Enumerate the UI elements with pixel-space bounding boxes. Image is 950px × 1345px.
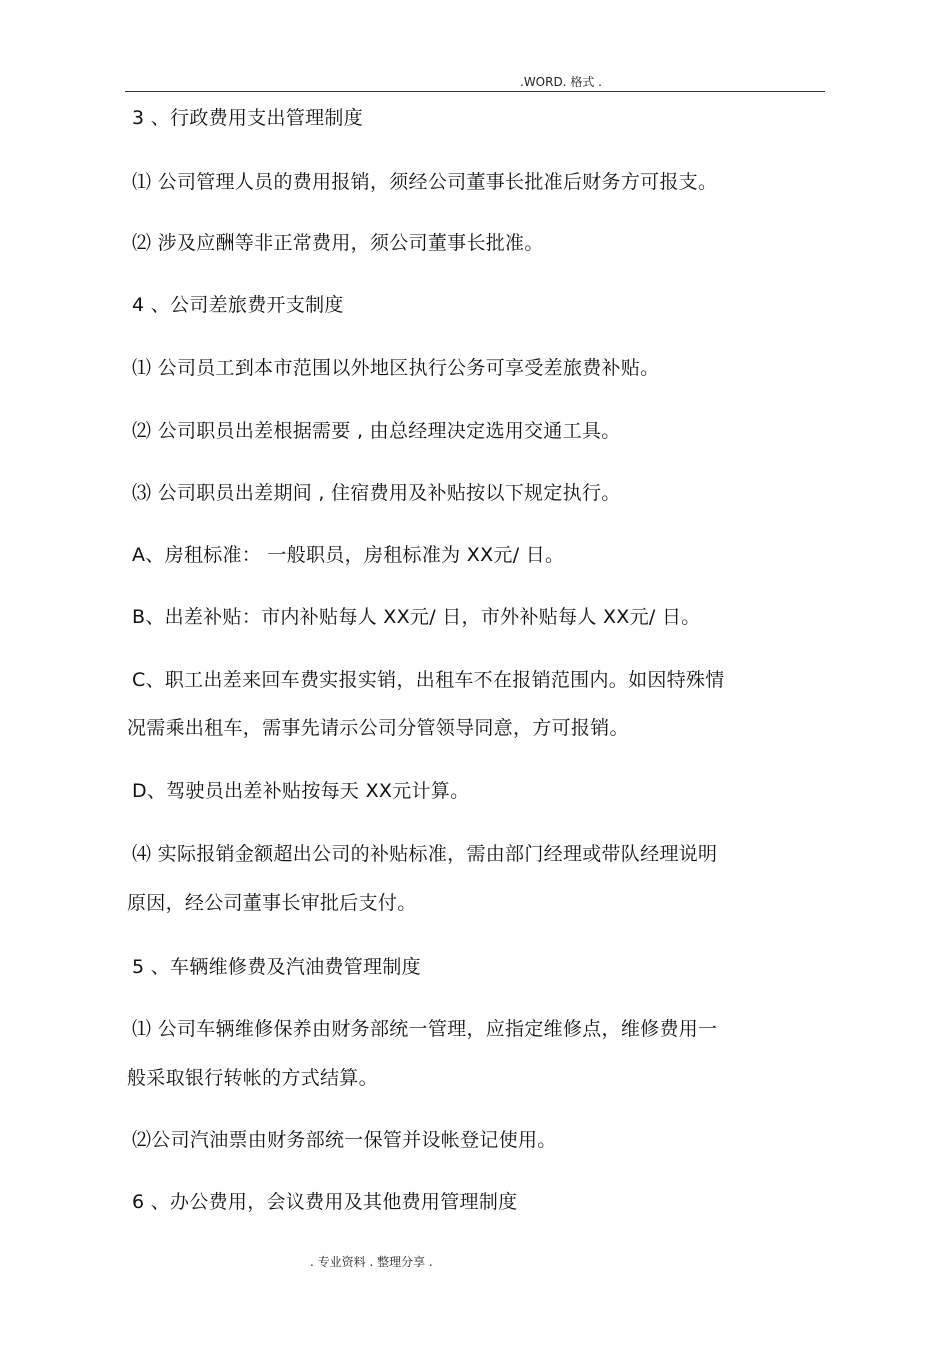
section-heading: 4 、公司差旅费开支制度: [132, 294, 344, 316]
paragraph-line: ⑴ 公司管理人员的费用报销，须经公司董事长批准后财务方可报支。: [132, 171, 718, 193]
paragraph-line: 况需乘出租车，需事先请示公司分管领导同意，方可报销。: [127, 717, 629, 739]
paragraph-line: A、房租标准： 一般职员，房租标准为 XX元/ 日。: [132, 544, 565, 566]
section-heading: 3 、行政费用支出管理制度: [132, 107, 364, 129]
header-text: .WORD. 格式 .: [520, 75, 602, 89]
paragraph-line: ⑴ 公司员工到本市范围以外地区执行公务可享受差旅费补贴。: [132, 357, 660, 379]
section-heading: 6 、办公费用，会议费用及其他费用管理制度: [132, 1191, 518, 1213]
paragraph-line: ⑷ 实际报销金额超出公司的补贴标准，需由部门经理或带队经理说明: [132, 843, 718, 865]
paragraph-line: ⑵公司汽油票由财务部统一保管并设帐登记使用。: [132, 1129, 557, 1151]
paragraph-line: D、驾驶员出差补贴按每天 XX元计算。: [132, 780, 470, 802]
footer-text: . 专业资料 . 整理分享 .: [310, 1255, 433, 1269]
paragraph-line: 原因，经公司董事长审批后支付。: [127, 892, 417, 914]
paragraph-line: ⑶ 公司职员出差期间 , 住宿费用及补贴按以下规定执行。: [132, 482, 621, 504]
section-heading: 5 、车辆维修费及汽油费管理制度: [132, 956, 421, 978]
paragraph-line: ⑵ 涉及应酬等非正常费用，须公司董事长批准。: [132, 232, 544, 254]
paragraph-line: 般采取银行转帐的方式结算。: [127, 1067, 378, 1089]
header-divider: [125, 91, 825, 92]
paragraph-line: B、出差补贴：市内补贴每人 XX元/ 日，市外补贴每人 XX元/ 日。: [132, 606, 701, 628]
paragraph-line: C、职工出差来回车费实报实销，出租车不在报销范围内。如因特殊情: [132, 669, 725, 691]
paragraph-line: ⑵ 公司职员出差根据需要 , 由总经理决定选用交通工具。: [132, 420, 621, 442]
paragraph-line: ⑴ 公司车辆维修保养由财务部统一管理，应指定维修点，维修费用一: [132, 1018, 718, 1040]
